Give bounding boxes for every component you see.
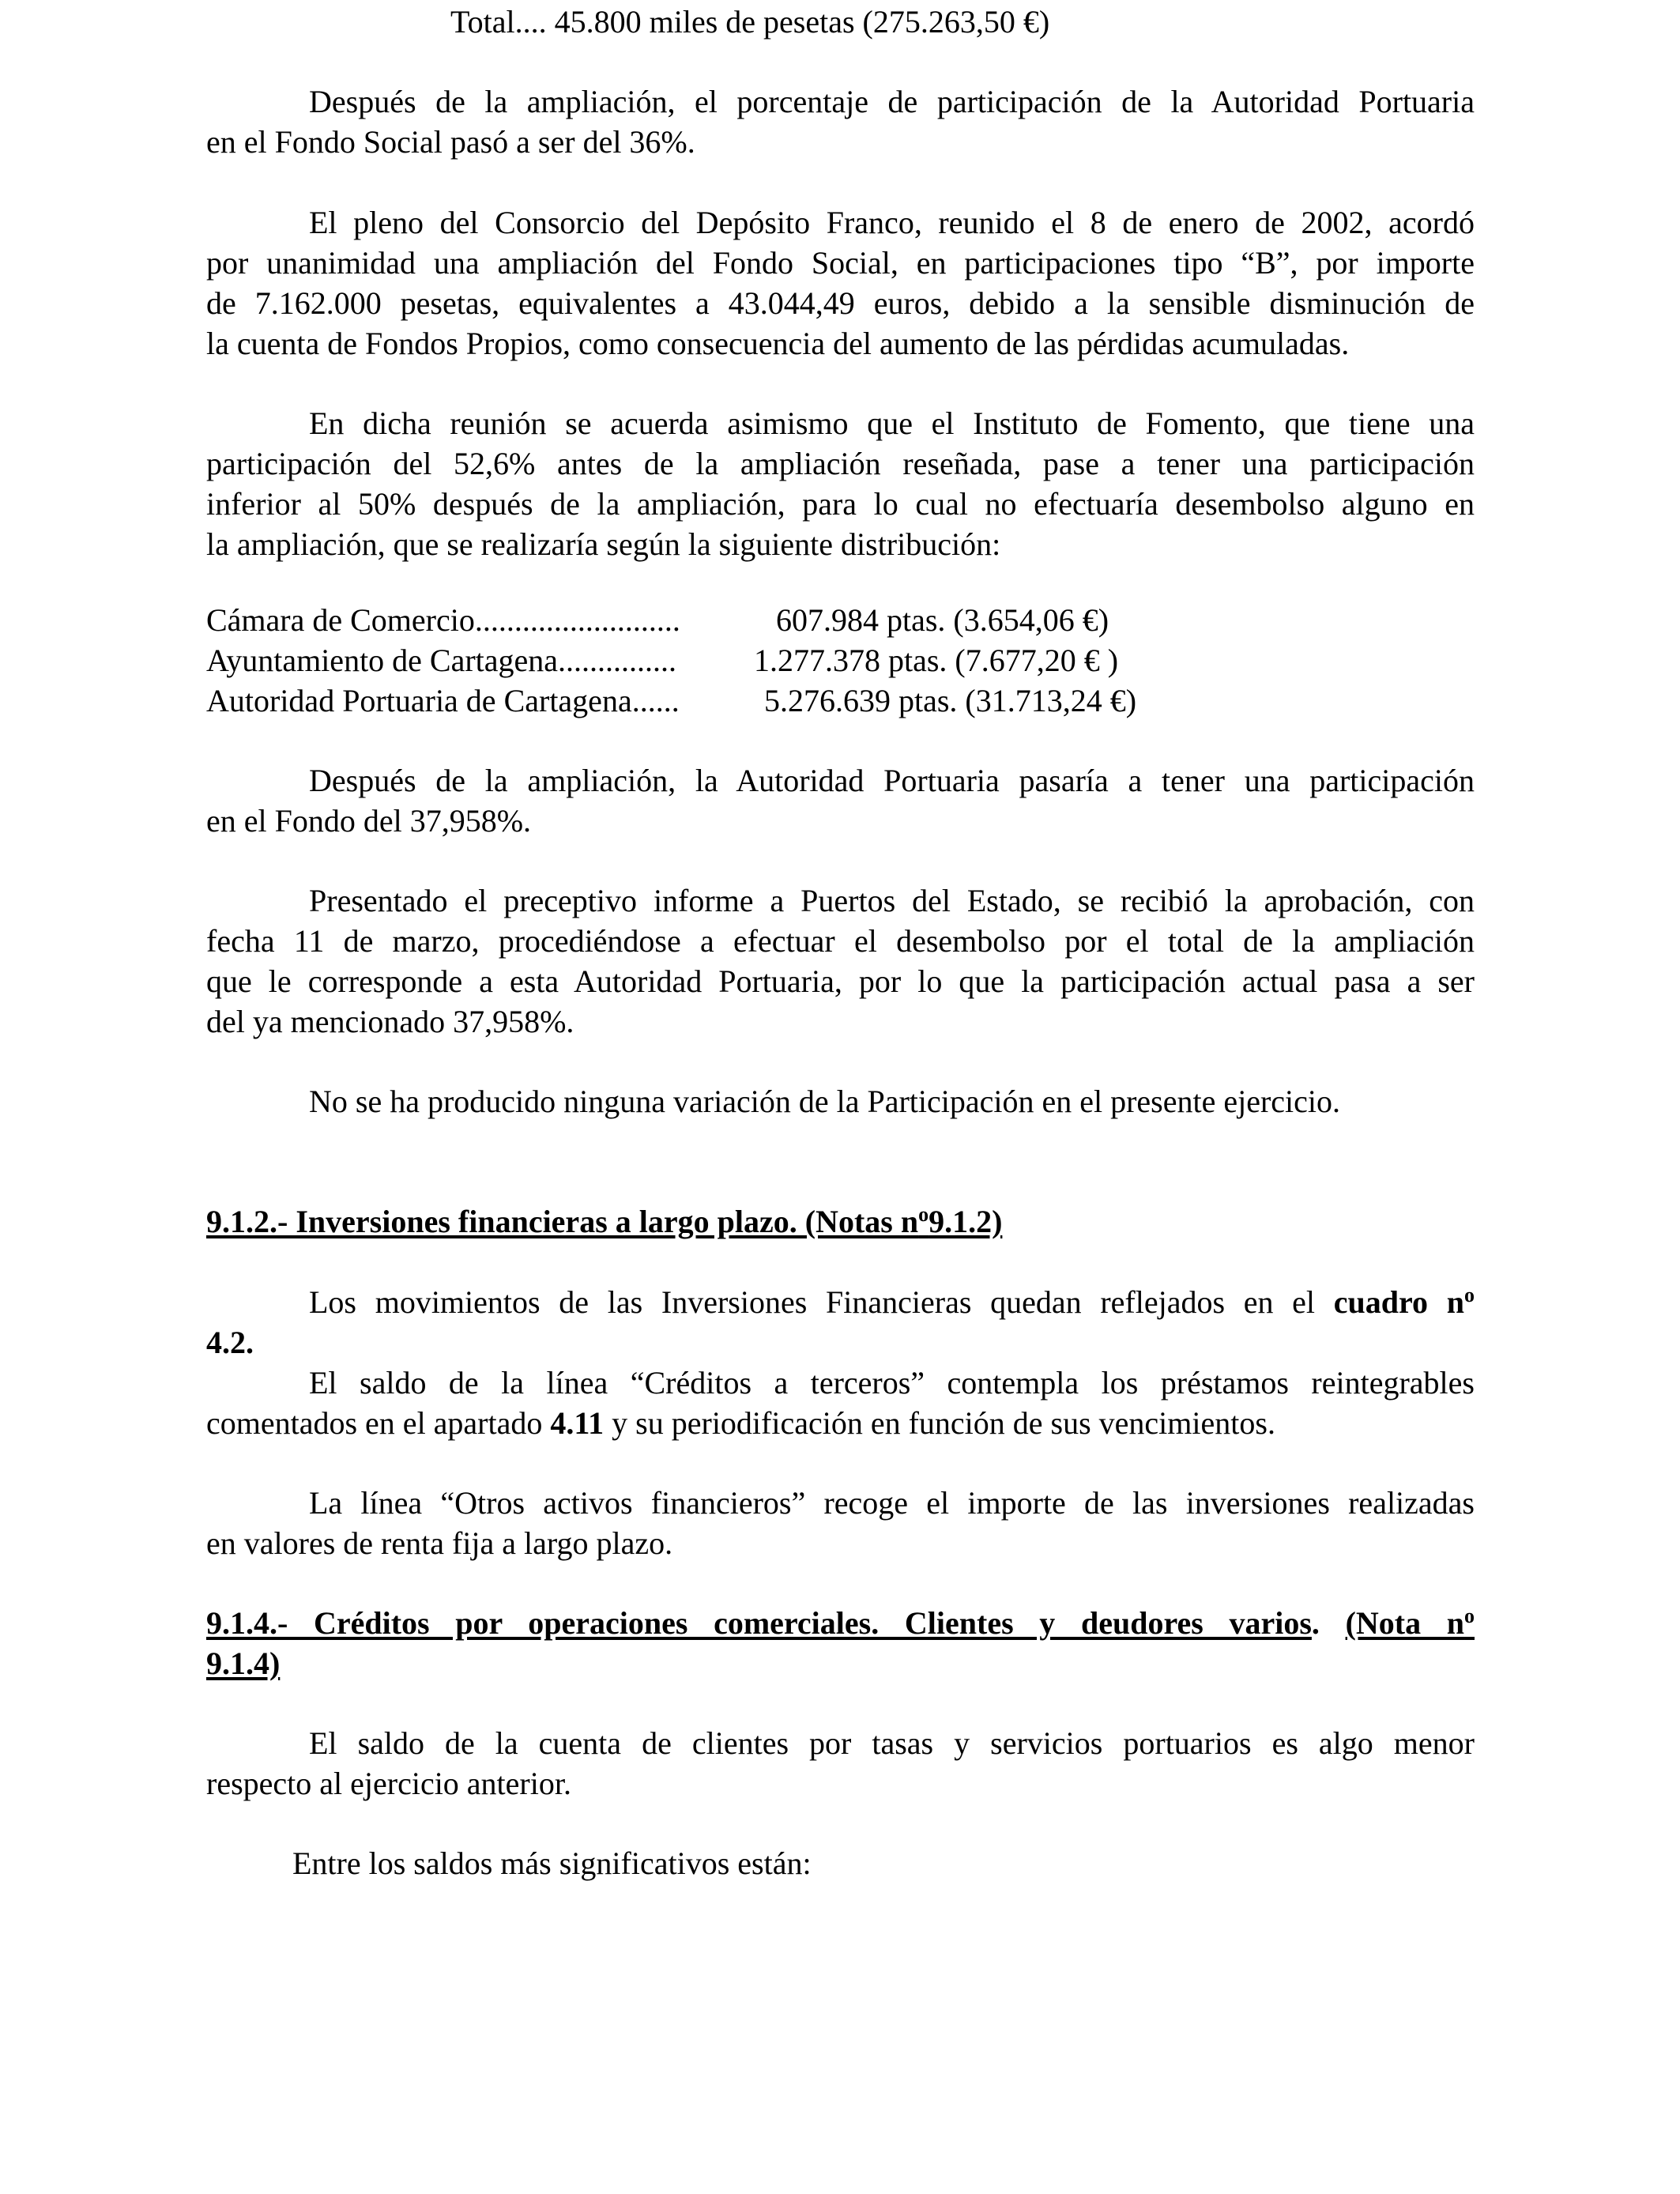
paragraph-2-line-3: de 7.162.000 pesetas, equivalentes a 43.044,49 euros, debido a la sensible disminución de xyxy=(206,285,1475,321)
paragraph-5-line-2: fecha 11 de marzo, procediéndose a efectuar el desembolso por el total de la ampliación xyxy=(206,923,1475,959)
paragraph-2-line-4: la cuenta de Fondos Propios, como consecuencia del aumento de las pérdidas acumuladas. xyxy=(206,326,1350,361)
section-heading-9-1-2: 9.1.2.- Inversiones financieras a largo plazo. (Notas $n^o9.1.2$) xyxy=(206,1203,1003,1239)
paragraph-4-line-1: Después de la ampliación, la Autoridad Portuaria pasaría a tener una participación xyxy=(309,763,1475,798)
paragraph-7-line-1: Los movimientos de las Inversiones Financieras quedan reflejados en el cuadro $n^o$ xyxy=(309,1284,1475,1320)
section-heading-9-1-4-line-2: 9.1.4) xyxy=(206,1646,281,1681)
distribution-label: Cámara de Comercio.......................... xyxy=(206,602,680,638)
paragraph-10-line-2: respecto al ejercicio anterior. xyxy=(206,1766,571,1801)
paragraph-9-line-1: La línea “Otros activos financieros” recoge el importe de las inversiones realizadas xyxy=(309,1485,1475,1521)
paragraph-1-line-2: en el Fondo Social pasó a ser del 36%. xyxy=(206,124,695,160)
paragraph-8-line-1: El saldo de la línea “Créditos a terceros” contempla los préstamos reintegrables xyxy=(309,1365,1475,1400)
paragraph-5-line-1: Presentado el preceptivo informe a Puertos del Estado, se recibió la aprobación, con xyxy=(309,883,1475,918)
distribution-label: Ayuntamiento de Cartagena............... xyxy=(206,643,677,678)
paragraph-3-line-2: participación del 52,6% antes de la ampliación reseñada, pase a tener una participación xyxy=(206,446,1475,481)
paragraph-4-line-2: en el Fondo del 37,958%. xyxy=(206,803,532,839)
paragraph-11: Entre los saldos más significativos están: xyxy=(292,1845,812,1881)
paragraph-1-line-1: Después de la ampliación, el porcentaje de participación de la Autoridad Portuaria xyxy=(309,84,1475,119)
paragraph-9-line-2: en valores de renta fija a largo plazo. xyxy=(206,1525,673,1561)
paragraph-2-line-2: por unanimidad una ampliación del Fondo Social, en participaciones tipo “B”, por importe xyxy=(206,245,1475,281)
distribution-value: 5.276.639 ptas. (31.713,24 €) xyxy=(764,683,1137,718)
paragraph-7-line-2: 4.2. xyxy=(206,1325,254,1360)
section-heading-9-1-4: 9.1.4.- Créditos por operaciones comerciales. Clientes y deudores varios. (Nota $n^o$ xyxy=(206,1604,1475,1641)
paragraph-5-line-3: que le corresponde a esta Autoridad Portuaria, por lo que la participación actual pasa a ser xyxy=(206,963,1475,999)
distribution-value: 607.984 ptas. (3.654,06 €) xyxy=(776,602,1109,638)
paragraph-2-line-1: El pleno del Consorcio del Depósito Franco, reunido el 8 de enero de 2002, acordó xyxy=(309,205,1475,240)
paragraph-5-line-4: del ya mencionado 37,958%. xyxy=(206,1004,574,1039)
paragraph-8-line-2: comentados en el apartado 4.11 y su periodificación en función de sus vencimientos. xyxy=(206,1405,1275,1441)
paragraph-3-line-1: En dicha reunión se acuerda asimismo que el Instituto de Fomento, que tiene una xyxy=(309,405,1475,441)
paragraph-3-line-4: la ampliación, que se realizaría según la siguiente distribución: xyxy=(206,526,1001,562)
paragraph-6: No se ha producido ninguna variación de la Participación en el presente ejercicio. xyxy=(309,1084,1341,1119)
total-line: Total.... 45.800 miles de pesetas (275.263,50 €) xyxy=(450,4,1050,40)
distribution-label: Autoridad Portuaria de Cartagena...... xyxy=(206,683,680,718)
paragraph-3-line-3: inferior al 50% después de la ampliación, para lo cual no efectuaría desembolso alguno en xyxy=(206,486,1475,522)
distribution-value: 1.277.378 ptas. (7.677,20 € ) xyxy=(754,643,1119,678)
paragraph-10-line-1: El saldo de la cuenta de clientes por tasas y servicios portuarios es algo menor xyxy=(309,1725,1475,1761)
